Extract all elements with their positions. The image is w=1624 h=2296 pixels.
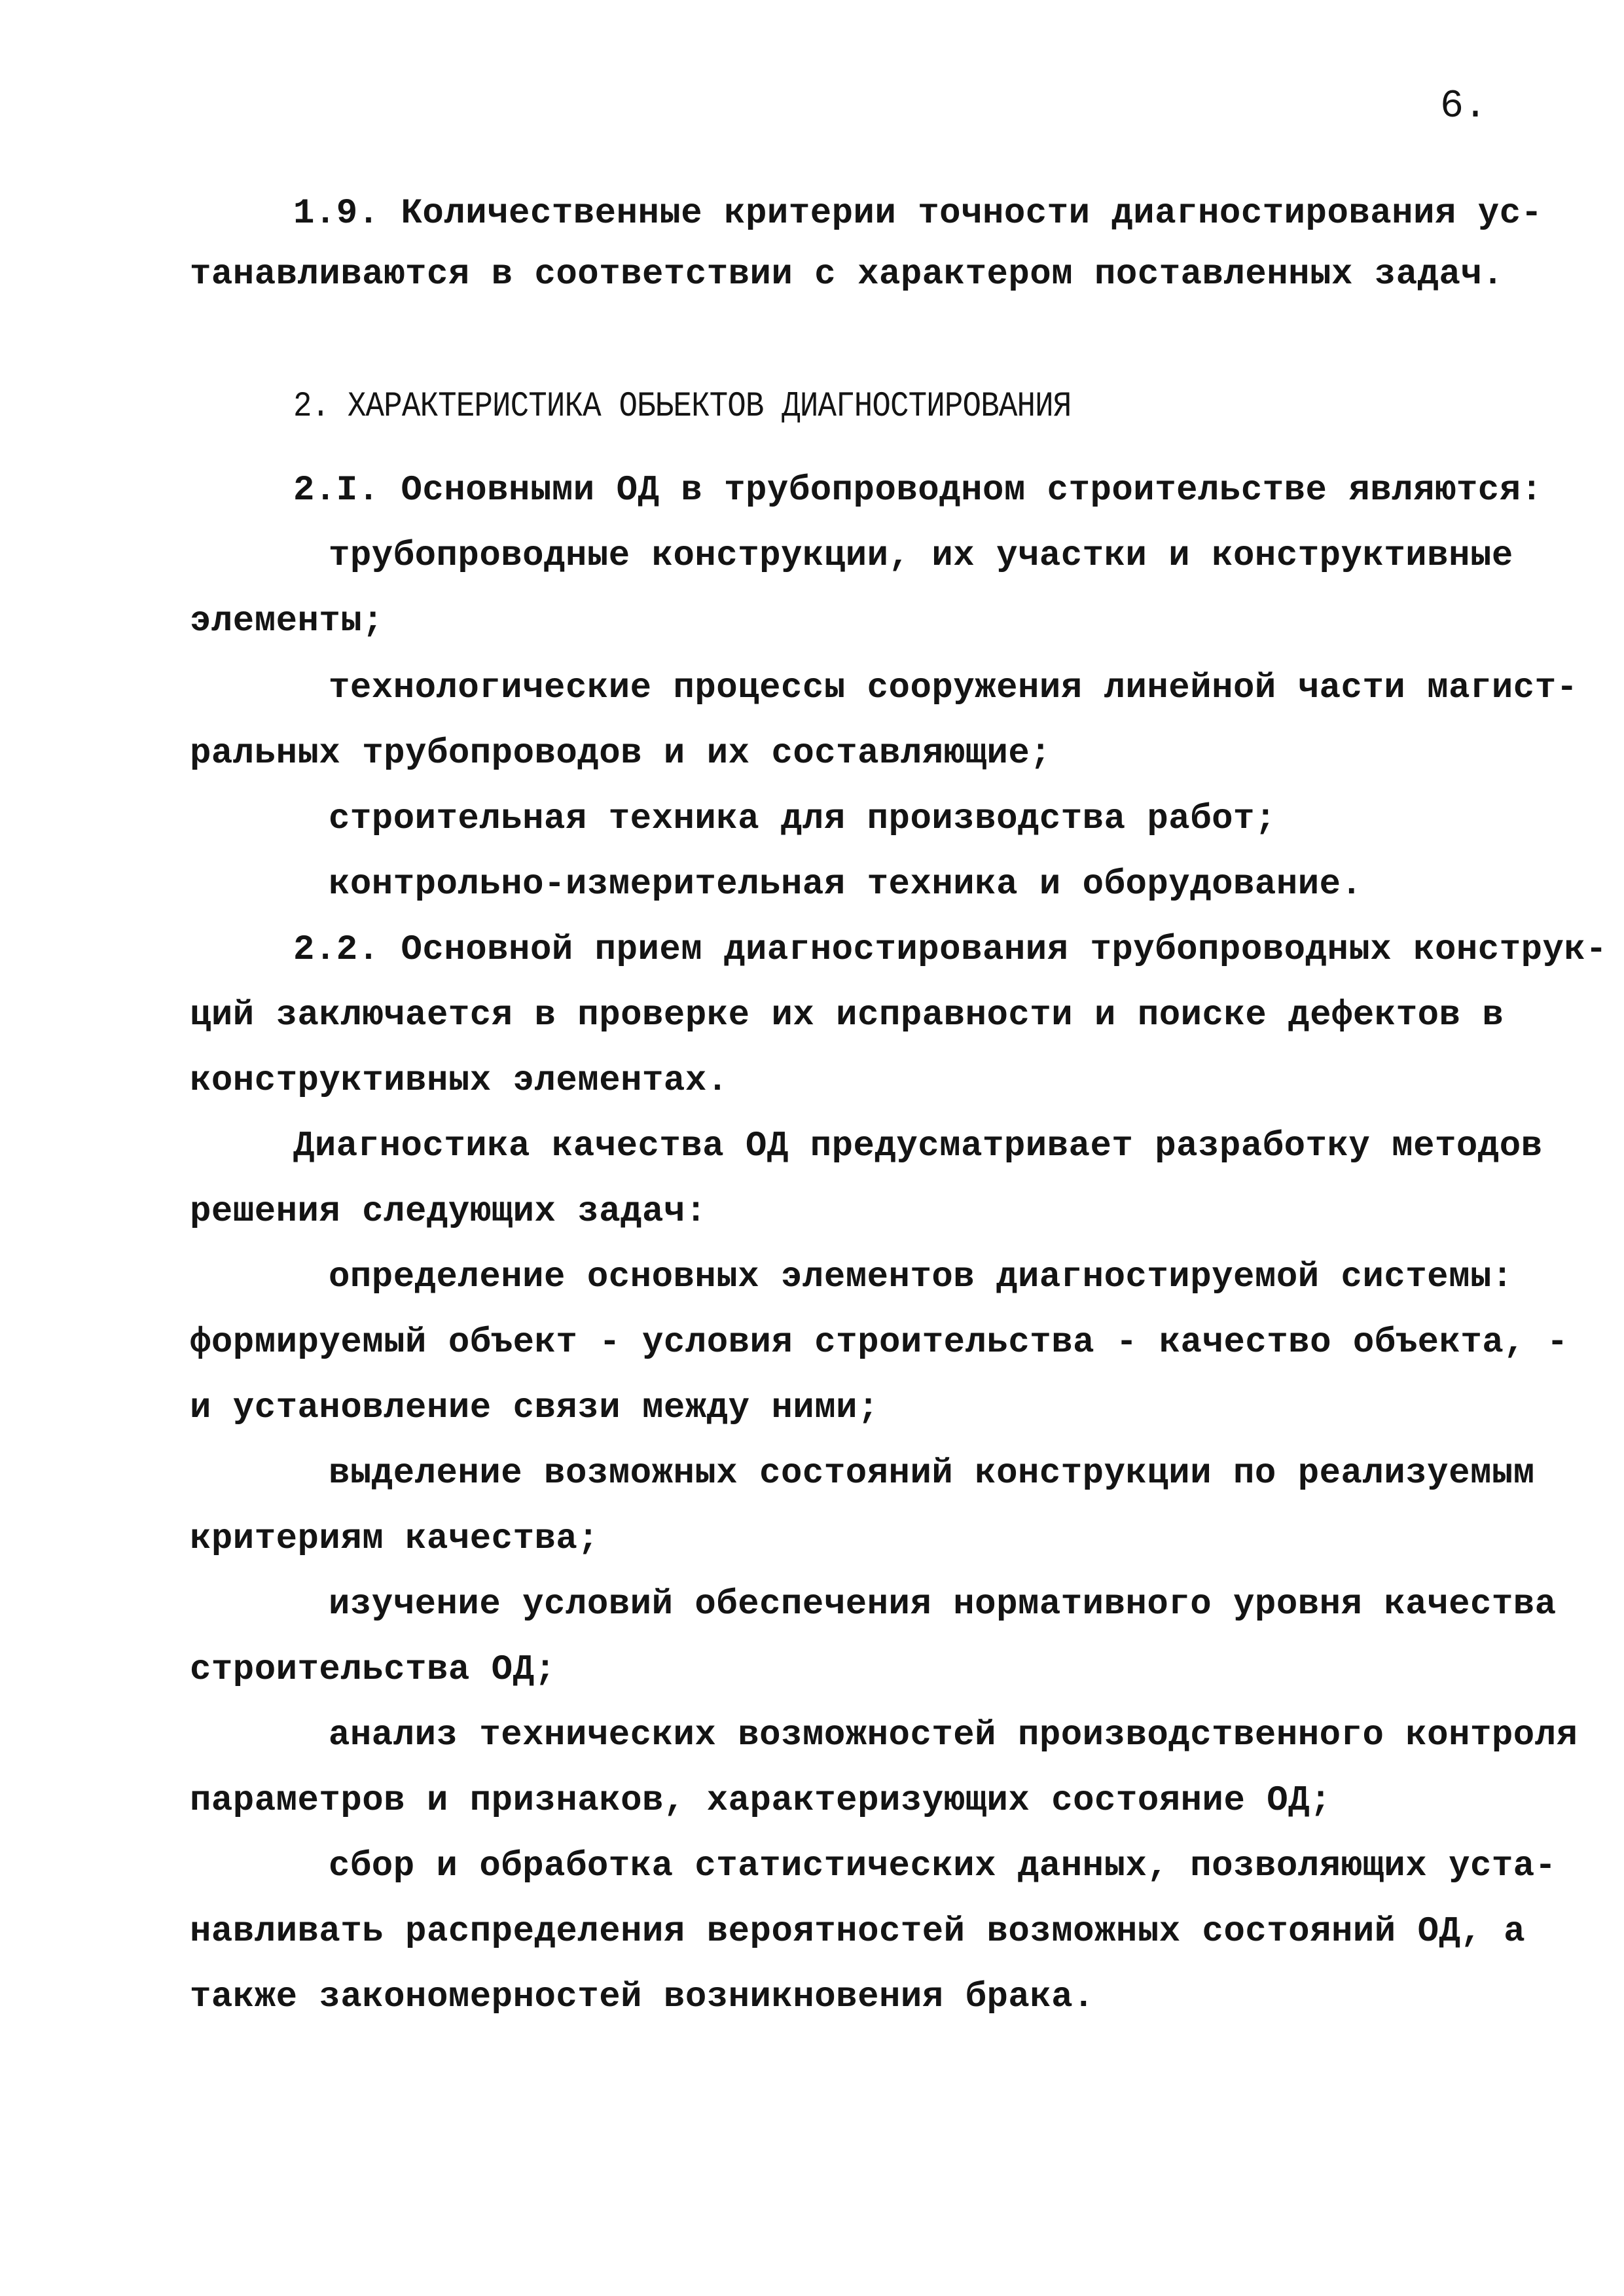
task-3-line-2: строительства ОД;: [190, 1650, 556, 1690]
section-2-2-line-3: конструктивных элементах.: [190, 1061, 729, 1101]
list-item-4-line-1: контрольно-измерительная техника и оборудование.: [329, 865, 1363, 905]
section-2-2-line-1: 2.2. Основной прием диагностирования трубопроводных конструк-: [293, 930, 1608, 970]
task-1-line-1: определение основных элементов диагностируемой системы:: [329, 1257, 1513, 1297]
task-2-line-2: критериям качества;: [190, 1519, 600, 1559]
task-4-line-1: анализ технических возможностей производственного контроля: [329, 1715, 1578, 1755]
diagnostics-intro-line-2: решения следующих задач:: [190, 1192, 707, 1232]
list-item-1-line-2: элементы;: [190, 601, 384, 641]
list-item-2-line-2: ральных трубопроводов и их составляющие;: [190, 734, 1052, 774]
task-1-line-2: формируемый объект - условия строительства - качество объекта, -: [190, 1323, 1568, 1363]
list-item-2-line-1: технологические процессы сооружения линейной части магист-: [329, 668, 1578, 708]
section-2-2-line-2: ций заключается в проверке их исправности и поиске дефектов в: [190, 996, 1504, 1035]
page-number: 6.: [1440, 84, 1488, 129]
task-2-line-1: выделение возможных состояний конструкции по реализуемым: [329, 1454, 1535, 1494]
section-1-9-line-1: 1.9. Количественные критерии точности диагностирования ус-: [293, 194, 1543, 234]
list-item-3-line-1: строительная техника для производства работ;: [329, 799, 1276, 839]
task-4-line-2: параметров и признаков, характеризующих состояние ОД;: [190, 1781, 1331, 1821]
section-2-heading: 2. ХАРАКТЕРИСТИКА ОБЬЕКТОВ ДИАГНОСТИРОВАНИЯ: [293, 387, 1072, 427]
diagnostics-intro-line-1: Диагностика качества ОД предусматривает разработку методов: [293, 1126, 1543, 1166]
task-3-line-1: изучение условий обеспечения нормативного уровня качества: [329, 1585, 1557, 1624]
task-5-line-2: навливать распределения вероятностей возможных состояний ОД, а: [190, 1912, 1526, 1952]
task-1-line-3: и установление связи между ними;: [190, 1388, 879, 1428]
section-2-1-intro: 2.I. Основными ОД в трубопроводном строительстве являются:: [293, 471, 1543, 511]
list-item-1-line-1: трубопроводные конструкции, их участки и конструктивные: [329, 536, 1513, 576]
section-1-9-line-2: танавливаются в соответствии с характером поставленных задач.: [190, 255, 1504, 295]
task-5-line-1: сбор и обработка статистических данных, позволяющих уста-: [329, 1846, 1557, 1886]
task-5-line-3: также закономерностей возникновения брака.: [190, 1977, 1095, 2017]
